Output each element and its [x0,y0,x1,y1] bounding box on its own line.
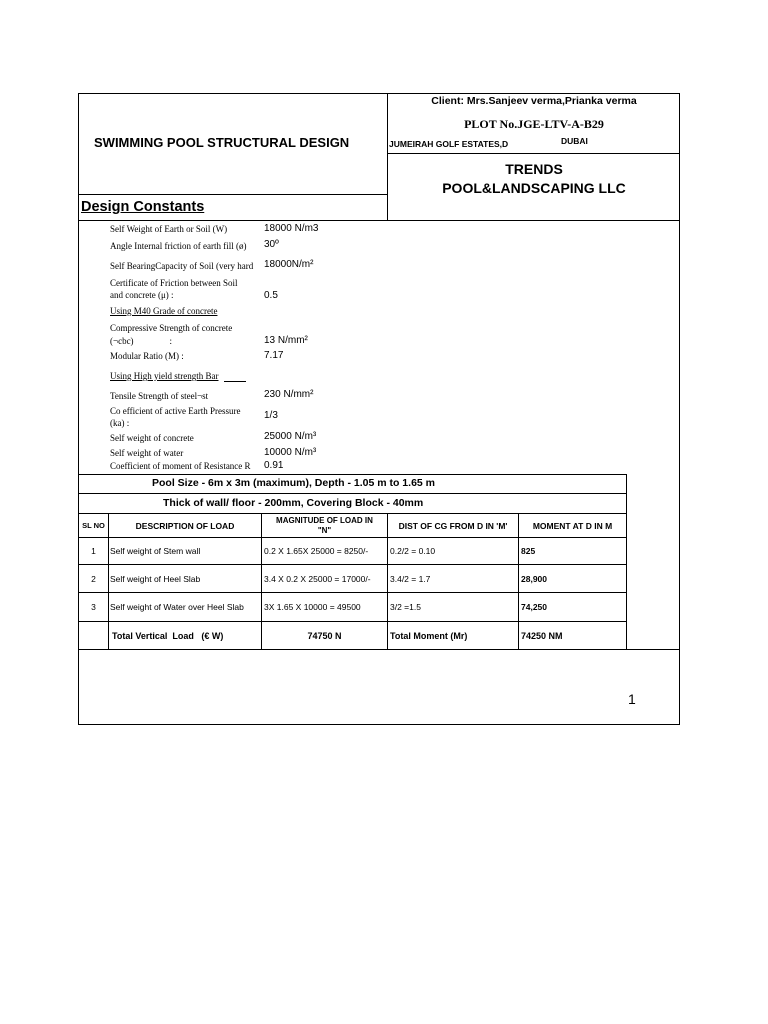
constant-label-earth-pressure-2: (ka) : [110,418,130,428]
constant-value-bearing-capacity: 18000N/m² [264,259,314,270]
constant-label-moment-resistance: Coefficient of moment of Resistance R [110,461,251,471]
company-name-line2: POOL&LANDSCAPING LLC [442,180,626,196]
header-divider-left [78,194,388,195]
row3-sl: 3 [91,602,96,612]
row3-moment: 74,250 [521,602,547,612]
total-vertical-load-label: Total Vertical Load (€ W) [112,630,224,641]
frame-top-border [78,93,680,94]
row2-description: Self weight of Heel Slab [110,573,201,584]
constant-value-tensile-strength: 230 N/mm² [264,389,314,400]
constant-label-water-weight: Self weight of water [110,448,184,458]
row2-distance: 3.4/2 = 1.7 [390,573,431,584]
row1-distance: 0.2/2 = 0.10 [390,546,436,556]
header-bottom-line [78,220,680,221]
header-divider-right [387,153,680,154]
page-number: 1 [628,691,636,707]
table-right-border [626,474,627,650]
header-divider-vertical [387,93,388,220]
design-constants-heading: Design Constants [81,199,205,215]
header-magnitude: MAGNITUDE OF LOAD IN "N" [276,516,373,535]
constant-value-friction-coefficient: 0.5 [264,290,278,301]
total-vertical-load-value: 74750 N [307,630,342,641]
constant-label-friction-coefficient-2: and concrete (μ) : [110,290,174,300]
row2-moment: 28,900 [521,573,547,584]
header-description: DESCRIPTION OF LOAD [135,520,235,531]
header-sl-no: SL NO [82,521,105,530]
total-moment-label: Total Moment (Mr) [390,630,468,641]
constant-label-compressive-1: Compressive Strength of concrete [110,323,233,333]
steel-bar-note-underline-extension [224,381,246,382]
constant-label-friction-coefficient-1: Certificate of Friction between Soil [110,278,238,288]
location-left: JUMEIRAH GOLF ESTATES,D [389,139,509,149]
row1-sl: 1 [91,546,96,556]
pool-size: Pool Size - 6m x 3m (maximum), Depth - 1.05 m to 1.65 m [152,477,435,489]
frame-left-border [78,93,79,725]
row1-magnitude: 0.2 X 1.65X 25000 = 8250/- [264,546,369,556]
row2-sl: 2 [91,573,96,584]
concrete-grade-note: Using M40 Grade of concrete [110,306,218,316]
constant-label-soil-weight: Self Weight of Earth or Soil (W) [110,224,228,234]
table-top-line [78,474,627,475]
constant-value-concrete-weight: 25000 N/m³ [264,431,317,442]
constant-value-water-weight: 10000 N/m³ [264,447,317,458]
constant-label-tensile-strength: Tensile Strength of steel¬st [110,391,209,401]
document-title: SWIMMING POOL STRUCTURAL DESIGN [94,135,350,150]
constant-label-compressive-2: (¬cbc) : [110,336,173,346]
row1-description: Self weight of Stem wall [110,546,201,556]
constant-label-friction-angle: Angle Internal friction of earth fill (ø) [110,241,247,251]
constant-label-concrete-weight: Self weight of concrete [110,433,194,443]
header-distance: DIST OF CG FROM D IN 'M' [398,520,508,531]
row1-moment: 825 [521,546,536,556]
constant-label-earth-pressure-1: Co efficient of active Earth Pressure [110,406,241,416]
company-name-line1: TRENDS [505,161,563,177]
constant-label-bearing-capacity: Self BearingCapacity of Soil (very hard [110,261,254,271]
row3-distance: 3/2 =1.5 [390,602,421,612]
header-moment: MOMENT AT D IN M [532,520,613,531]
plot-number: PLOT No.JGE-LTV-A-B29 [464,117,604,131]
constant-value-earth-pressure: 1/3 [264,410,278,421]
total-moment-value: 74250 NM [521,630,563,641]
table-line-total [78,649,680,650]
table-line-pool-size [78,493,627,494]
constant-value-soil-weight: 18000 N/m3 [264,223,319,234]
client-name: Client: Mrs.Sanjeev verma,Prianka verma [431,95,637,107]
constant-value-friction-angle: 30º [264,239,279,250]
location-right: DUBAI [561,136,588,146]
constant-value-moment-resistance: 0.91 [264,460,284,471]
frame-bottom-border [78,724,680,725]
steel-bar-note: Using High yield strength Bar [110,371,219,381]
wall-thickness: Thick of wall/ floor - 200mm, Covering Block - 40mm [163,497,424,509]
row2-magnitude: 3.4 X 0.2 X 25000 = 17000/- [264,573,371,584]
constant-value-compressive: 13 N/mm² [264,335,308,346]
row3-description: Self weight of Water over Heel Slab [110,602,244,612]
constant-label-modular-ratio: Modular Ratio (M) : [110,351,184,361]
row3-magnitude: 3X 1.65 X 10000 = 49500 [264,602,361,612]
constant-value-modular-ratio: 7.17 [264,350,284,361]
